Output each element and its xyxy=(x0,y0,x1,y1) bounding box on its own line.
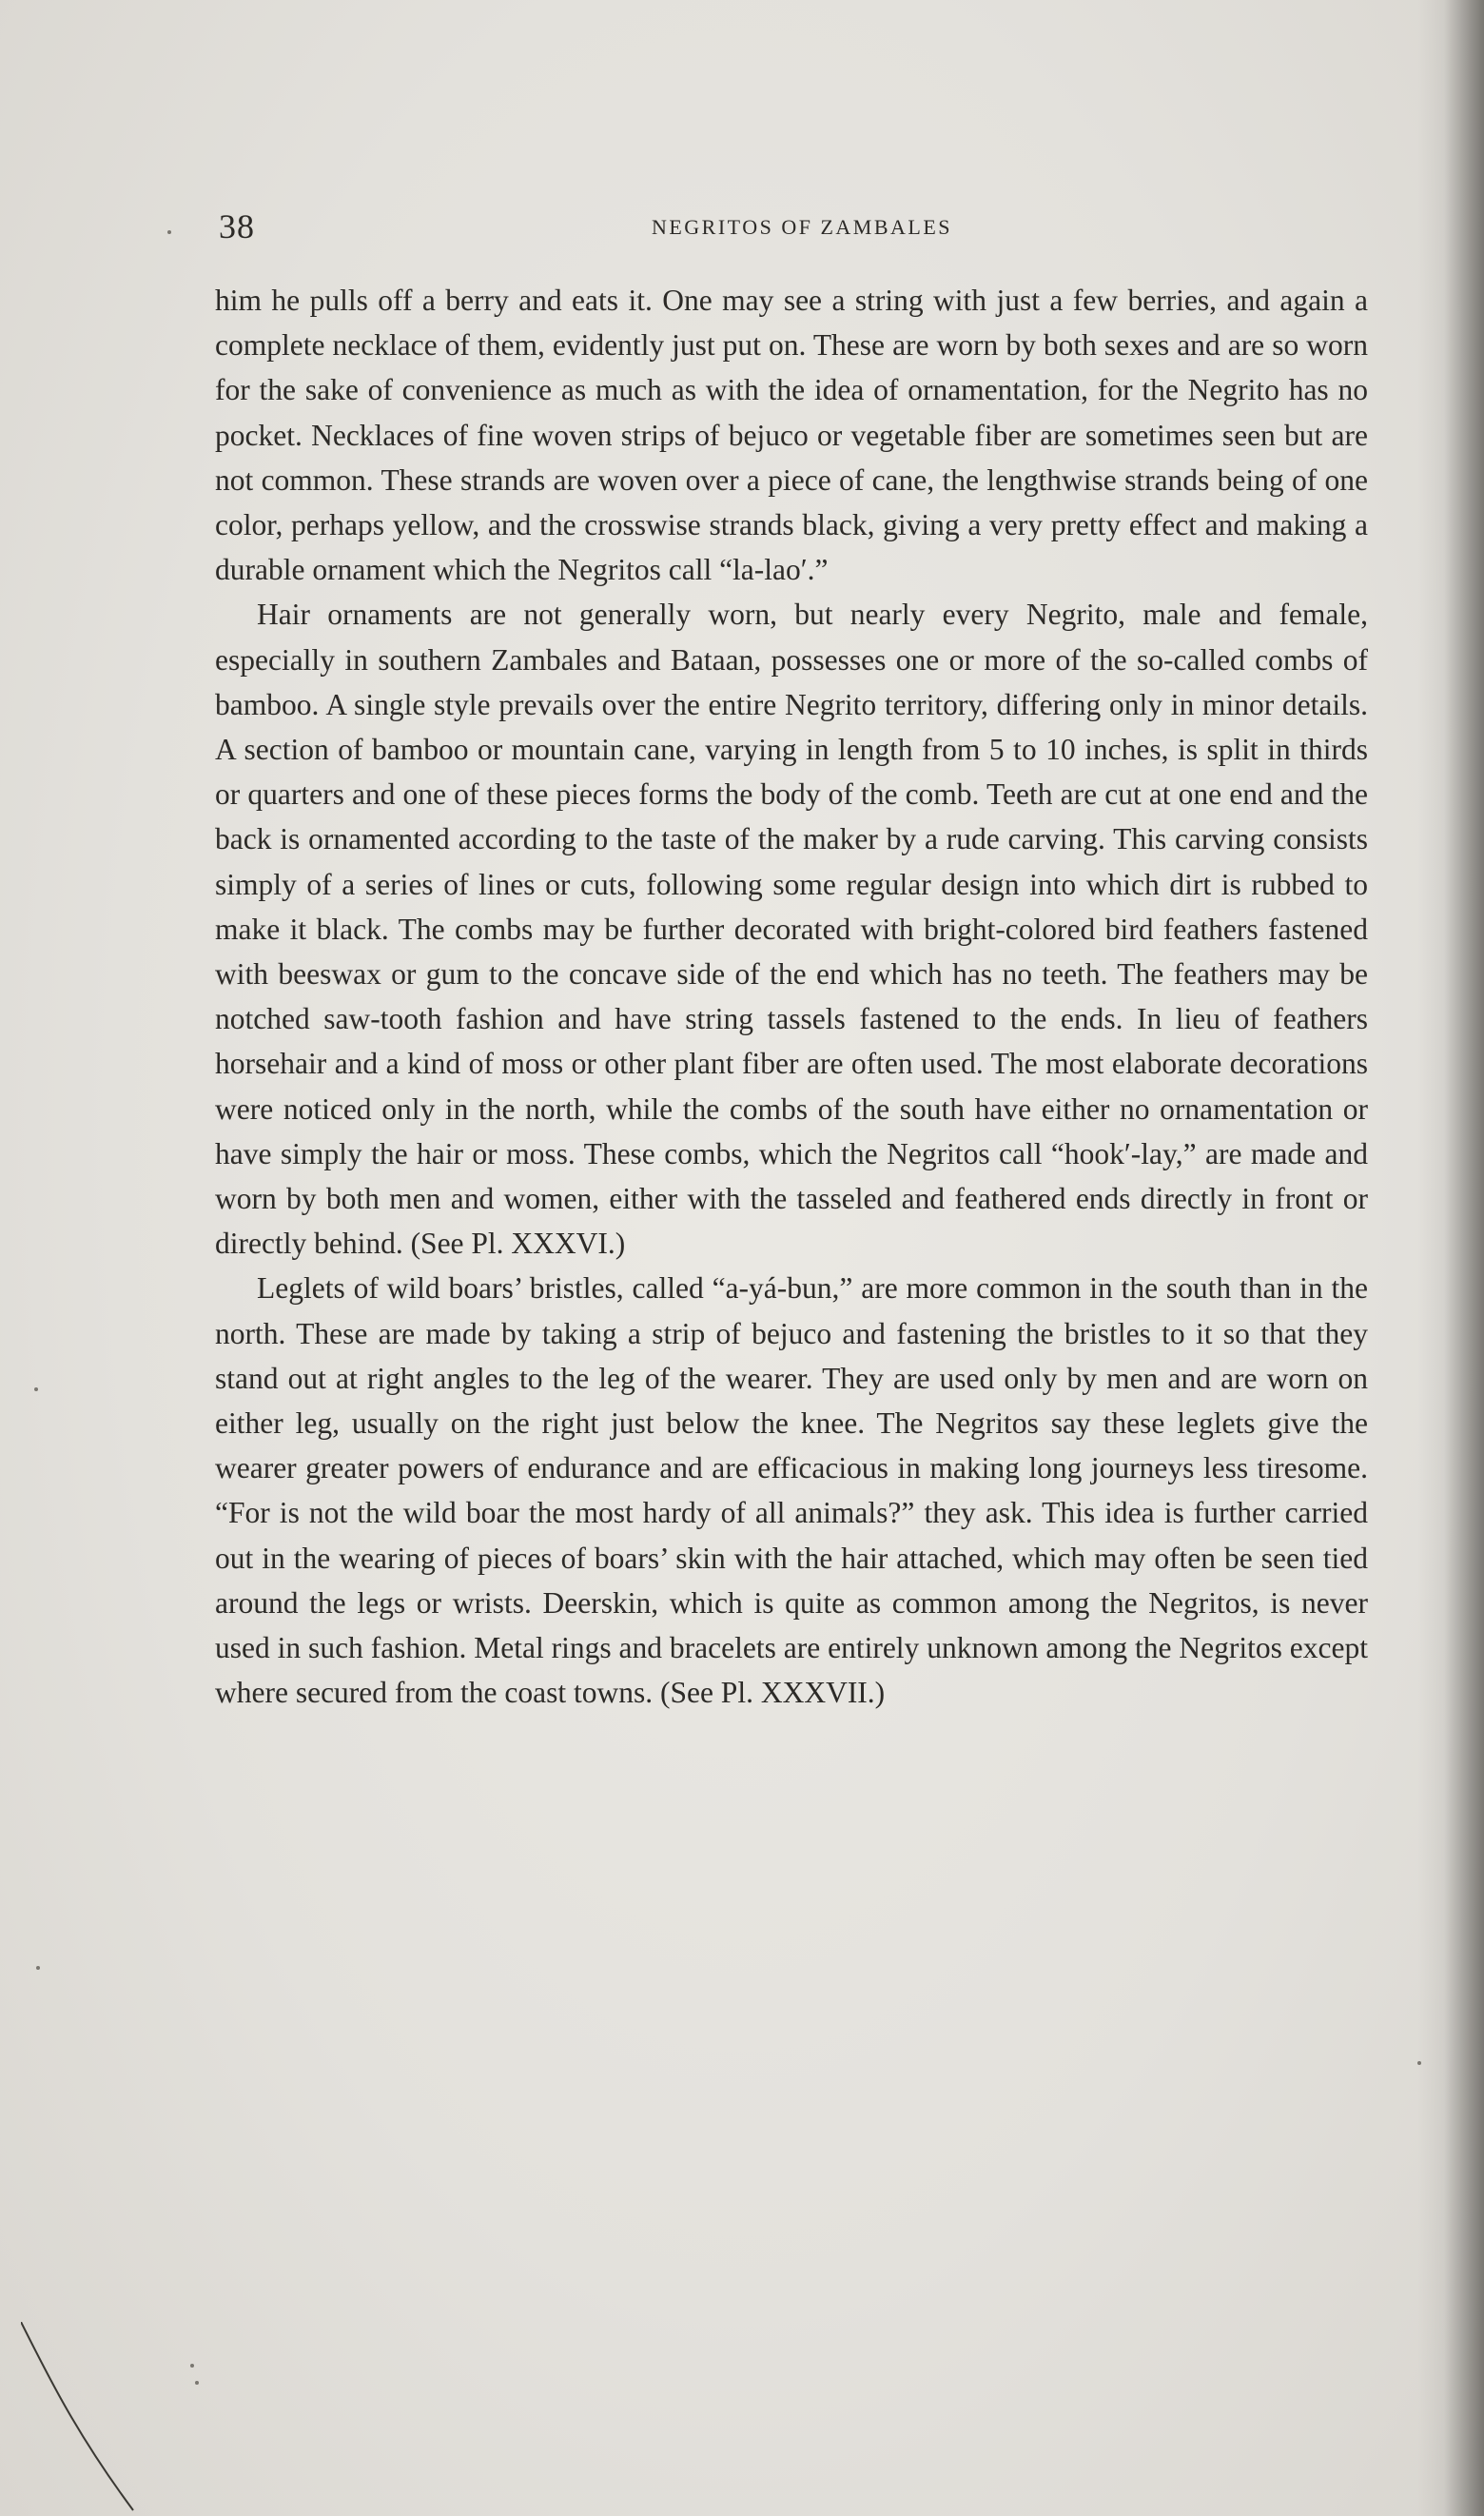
page-header xyxy=(219,203,1366,250)
paragraph-3: Leglets of wild boars’ bristles, called “a-yá-bun,” are more common in the south than in the north. These are made by taking a strip of bejuco and fastening the bristles to it so that they stand out at right angles to the leg of the wearer. They are used only by men and are worn on either leg, usually on the right just below the knee. The Negritos say these leglets give the wearer greater powers of endurance and are efficacious in making long journeys less tiresome. “For is not the wild boar the most hardy of all animals?” they ask. This idea is further carried out in the wearing of pieces of boars’ skin with the hair attached, which may often be seen tied around the legs or wrists. Deerskin, which is quite as common among the Negritos, is never used in such fashion. Metal rings and bracelets are entirely unknown among the Negritos except where secured from the coast towns. (See Pl. XXXVII.) xyxy=(215,1271,1368,1710)
paragraph-1: him he pulls off a berry and eats it. One may see a string with just a few berries, and again a complete necklace of them, evidently just put on. These are worn by both sexes and are so worn for the sake of convenience as much as with the idea of ornamentation, for the Negrito has no pocket. Necklaces of fine woven strips of bejuco or vegetable fiber are sometimes seen but are not common. These strands are woven over a piece of cane, the lengthwise strands being of one color, perhaps yellow, and the crosswise strands black, giving a very pretty effect and making a durable ornament which the Negritos call “la-lao′.” xyxy=(215,284,1368,587)
speck xyxy=(195,2381,199,2385)
speck xyxy=(190,2364,194,2368)
corner-pencil-mark xyxy=(21,2322,135,2512)
speck xyxy=(1417,2061,1421,2065)
speck xyxy=(34,1387,38,1391)
speck xyxy=(167,230,171,234)
page-edge-shadow xyxy=(1417,0,1484,2516)
running-head: NEGRITOS OF ZAMBALES xyxy=(651,215,953,239)
paragraph-2: Hair ornaments are not generally worn, but nearly every Negrito, male and female, especially in southern Zambales and Bataan, possesses one or more of the so-called combs of bamboo. A single style prevails over the entire Negrito territory, differing only in minor details. A section of bamboo or mountain cane, varying in length from 5 to 10 inches, is split in thirds or quarters and one of these pieces forms the body of the comb. Teeth are cut at one end and the back is ornamented according to the taste of the maker by a rude carving. This carving consists simply of a series of lines or cuts, following some regular design into which dirt is rubbed to make it black. The combs may be further decorated with bright-colored bird feathers fastened with beeswax or gum to the concave side of the end which has no teeth. The feathers may be notched saw-tooth fashion and have string tassels fastened to the ends. In lieu of feathers horsehair and a kind of moss or other plant fiber are often used. The most elaborate decorations were noticed only in the north, while the combs of the south have either no ornamentation or have simply the hair or moss. These combs, which the Negritos call “hook′-lay,” are made and worn by both men and women, either with the tasseled and feathered ends directly in front or directly behind. (See Pl. XXXVI.) xyxy=(215,598,1368,1261)
page-number: 38 xyxy=(219,207,255,246)
body-text xyxy=(215,278,1368,1716)
speck xyxy=(36,1966,40,1970)
